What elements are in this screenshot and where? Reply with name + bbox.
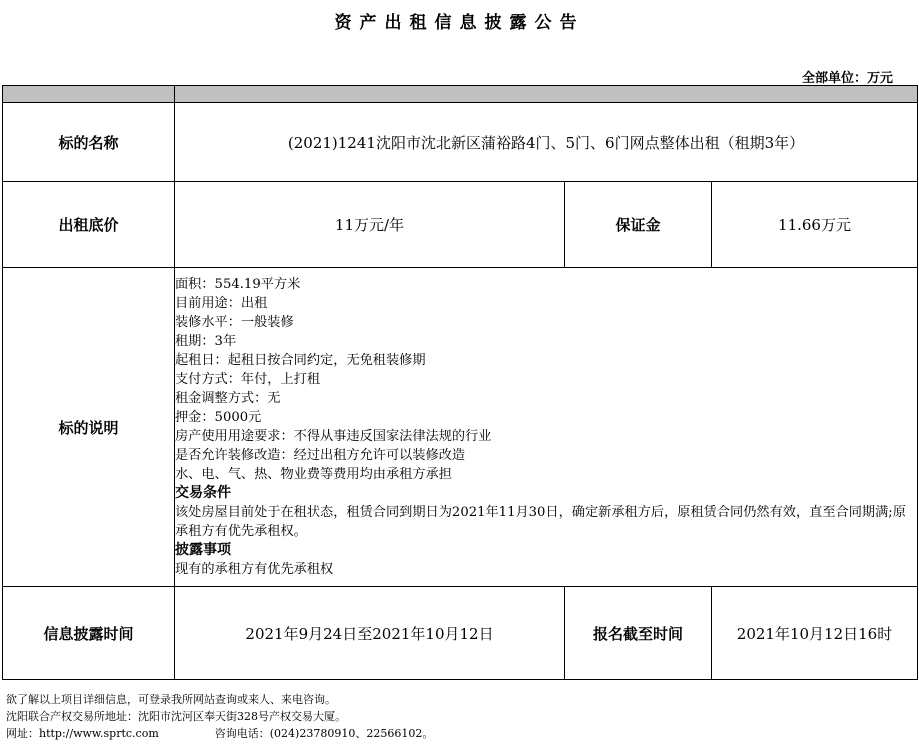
unit-note: 全部单位：万元 [801,71,893,86]
disclosure-items-heading: 披露事项 [175,542,231,558]
desc-line-fees: 水、电、气、热、物业费等费用均由承租方承担 [175,467,452,482]
desc-line-rent-adjust: 租金调整方式：无 [175,391,281,406]
row-time [3,587,918,680]
row-subject-name [3,103,918,182]
subject-name-label: 标的名称 [3,103,175,182]
trade-conditions-text: 该处房屋目前处于在租状态，租赁合同到期日为2021年11月30日，确定新承租方后，原租赁合同仍然有效，直至合同期满;原承租方有优先承租权。 [175,505,906,539]
row-price [3,182,918,268]
disclosure-time-value: 2021年9月24日至2021年10月12日 [175,587,565,680]
table-header-row [3,86,918,103]
phone-number: 咨询电话：(024)23780910、22566102。 [214,727,434,740]
deadline-label: 报名截至时间 [565,587,712,680]
disclosure-table [2,85,918,680]
desc-line-payment: 支付方式：年付，上打租 [175,372,321,387]
header-cell-left [3,86,175,103]
trade-conditions-heading: 交易条件 [175,485,231,501]
disclosure-items-text: 现有的承租方有优先承租权 [175,562,334,577]
desc-line-usage-requirement: 房产使用用途要求：不得从事违反国家法律法规的行业 [175,429,492,444]
deadline-value: 2021年10月12日16时 [712,587,918,680]
rent-price-value: 11万元/年 [175,182,565,268]
footer-line-contact [6,725,433,742]
deposit-label: 保证金 [565,182,712,268]
disclosure-time-label: 信息披露时间 [3,587,175,680]
footer [6,691,433,742]
footer-line-address: 沈阳联合产权交易所地址：沈阳市沈河区奉天街328号产权交易大厦。 [6,710,346,723]
row-description [3,268,918,587]
desc-line-usage: 目前用途：出租 [175,296,268,311]
desc-line-term: 租期：3年 [175,334,237,349]
desc-line-start-date: 起租日：起租日按合同约定，无免租装修期 [175,353,426,368]
desc-line-deposit: 押金：5000元 [175,410,262,425]
page-title: 资产出租信息披露公告 [334,13,585,33]
footer-line-info: 欲了解以上项目详细信息，可登录我所网站查询或来人、来电咨询。 [6,693,336,706]
description-content [175,268,918,587]
description-label: 标的说明 [3,268,175,587]
desc-line-renovation: 是否允许装修改造：经过出租方允许可以装修改造 [175,448,466,463]
deposit-value: 11.66万元 [712,182,918,268]
website-link[interactable]: 网址：http://www.sprtc.com [6,727,159,740]
rent-price-label: 出租底价 [3,182,175,268]
header-cell-right [175,86,918,103]
desc-line-area: 面积：554.19平方米 [175,277,301,292]
subject-name-value: (2021)1241沈阳市沈北新区蒲裕路4门、5门、6门网点整体出租（租期3年） [175,103,918,182]
desc-line-decoration: 装修水平：一般装修 [175,315,294,330]
